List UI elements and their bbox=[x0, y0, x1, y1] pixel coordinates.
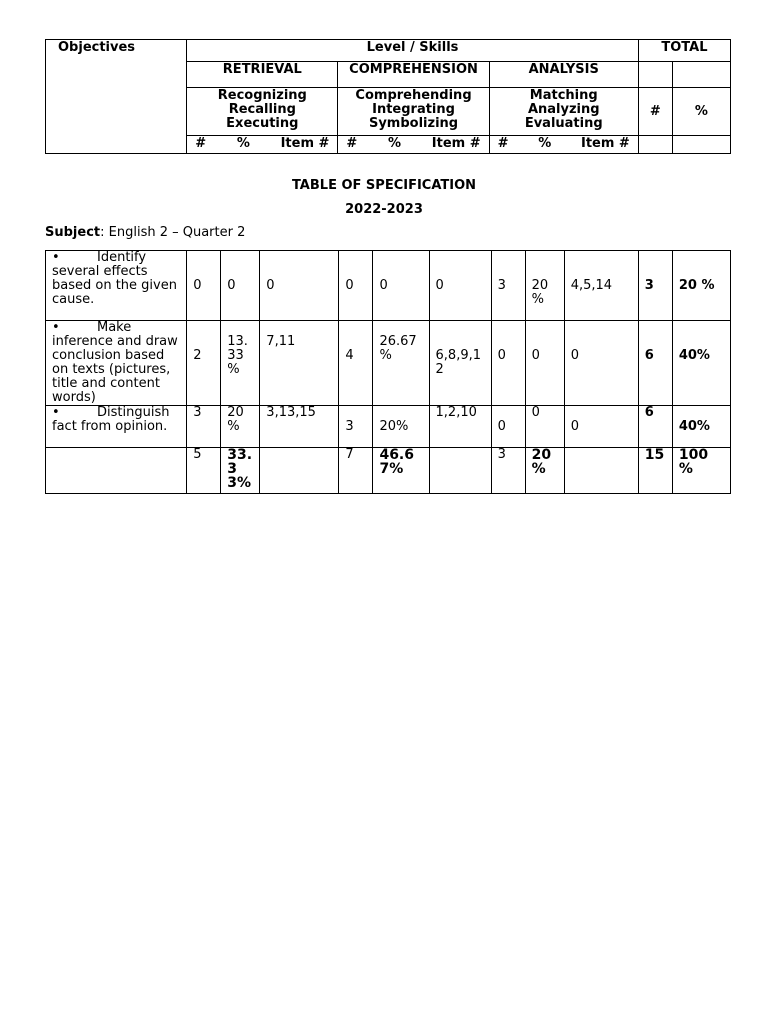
analysis-pct: 20 % bbox=[525, 251, 564, 321]
comprehension-pct: 20% bbox=[373, 406, 429, 448]
total-num-header: # bbox=[638, 88, 672, 136]
retrieval-total-num: 5 bbox=[187, 448, 221, 494]
specification-table bbox=[45, 250, 731, 494]
level-skills-header-table bbox=[45, 39, 731, 154]
comprehension-items: 6,8,9,12 bbox=[429, 321, 491, 406]
analysis-pct: 0 bbox=[525, 406, 564, 448]
retrieval-total-items bbox=[260, 448, 339, 494]
comprehension-items: 1,2,10 bbox=[429, 406, 491, 448]
retrieval-subcols bbox=[187, 136, 338, 154]
retrieval-num: 2 bbox=[187, 321, 221, 406]
comprehension-total-pct: 46.67% bbox=[373, 448, 429, 494]
analysis-items: 0 bbox=[564, 321, 638, 406]
retrieval-skill-1: Recognizing bbox=[217, 88, 307, 103]
table-row bbox=[46, 251, 731, 321]
bullet: • bbox=[52, 405, 60, 420]
comprehension-skill-3: Symbolizing bbox=[368, 116, 459, 131]
analysis-skill-3: Evaluating bbox=[524, 116, 603, 131]
analysis-subcols bbox=[489, 136, 638, 154]
analysis-total-num: 3 bbox=[491, 448, 525, 494]
school-year: 2022-2023 bbox=[345, 202, 423, 217]
analysis-num: 0 bbox=[491, 321, 525, 406]
retrieval-items: 0 bbox=[260, 251, 339, 321]
subcol-pct: % bbox=[236, 136, 250, 151]
comprehension-num: 0 bbox=[339, 251, 373, 321]
comprehension-skill-1: Comprehending bbox=[355, 88, 472, 103]
comprehension-subcols bbox=[338, 136, 489, 154]
grand-total-pct: 100 % bbox=[672, 448, 730, 494]
total-header: TOTAL bbox=[638, 40, 730, 62]
analysis-pct: 0 bbox=[525, 321, 564, 406]
retrieval-pct: 20 % bbox=[221, 406, 260, 448]
retrieval-items: 3,13,15 bbox=[260, 406, 339, 448]
objective-text: Distinguish fact from opinion. bbox=[52, 405, 170, 434]
total-pct: 20 % bbox=[672, 251, 730, 321]
analysis-items: 0 bbox=[564, 406, 638, 448]
total-blank-4 bbox=[672, 136, 730, 154]
retrieval-num: 3 bbox=[187, 406, 221, 448]
total-pct-header: % bbox=[672, 88, 730, 136]
analysis-skills bbox=[489, 88, 638, 136]
analysis-header: ANALYSIS bbox=[489, 62, 638, 88]
retrieval-pct: 0 bbox=[221, 251, 260, 321]
comprehension-pct: 0 bbox=[373, 251, 429, 321]
totals-row bbox=[46, 448, 731, 494]
comprehension-num: 3 bbox=[339, 406, 373, 448]
table-row bbox=[46, 406, 731, 448]
bullet: • bbox=[52, 320, 60, 335]
document-title: TABLE OF SPECIFICATION bbox=[291, 178, 477, 193]
total-pct: 40% bbox=[672, 406, 730, 448]
objectives-header: Objectives bbox=[46, 40, 187, 154]
total-num: 6 bbox=[638, 406, 672, 448]
comprehension-skill-2: Integrating bbox=[372, 102, 455, 117]
subject-line bbox=[45, 225, 245, 240]
table-row bbox=[46, 321, 731, 406]
total-blank-3 bbox=[638, 136, 672, 154]
total-num: 6 bbox=[638, 321, 672, 406]
subcol-num: # bbox=[346, 136, 358, 151]
subcol-num: # bbox=[195, 136, 207, 151]
objective-text: Make inference and draw conclusion based on texts (pictures, title and content words) bbox=[52, 320, 178, 405]
analysis-items: 4,5,14 bbox=[564, 251, 638, 321]
comprehension-skills bbox=[338, 88, 489, 136]
totals-label-cell bbox=[46, 448, 187, 494]
total-num: 3 bbox=[638, 251, 672, 321]
level-skills-header: Level / Skills bbox=[187, 40, 639, 62]
analysis-total-items bbox=[564, 448, 638, 494]
comprehension-items: 0 bbox=[429, 251, 491, 321]
retrieval-header: RETRIEVAL bbox=[187, 62, 338, 88]
retrieval-num: 0 bbox=[187, 251, 221, 321]
subcol-pct: % bbox=[388, 136, 402, 151]
analysis-skill-2: Analyzing bbox=[527, 102, 600, 117]
analysis-total-pct: 20 % bbox=[525, 448, 564, 494]
subject-label: Subject bbox=[45, 225, 101, 240]
analysis-num: 3 bbox=[491, 251, 525, 321]
objective-text: Identify several effects based on the given cause. bbox=[52, 250, 177, 307]
comprehension-total-num: 7 bbox=[339, 448, 373, 494]
bullet: • bbox=[52, 250, 60, 265]
subcol-items: Item # bbox=[280, 136, 330, 151]
total-pct: 40% bbox=[672, 321, 730, 406]
comprehension-total-items bbox=[429, 448, 491, 494]
comprehension-num: 4 bbox=[339, 321, 373, 406]
retrieval-skill-2: Recalling bbox=[228, 102, 296, 117]
analysis-skill-1: Matching bbox=[529, 88, 598, 103]
retrieval-pct: 13.33 % bbox=[221, 321, 260, 406]
subcol-pct: % bbox=[538, 136, 552, 151]
analysis-num: 0 bbox=[491, 406, 525, 448]
retrieval-skills bbox=[187, 88, 338, 136]
subcol-items: Item # bbox=[580, 136, 630, 151]
comprehension-pct: 26.67 % bbox=[373, 321, 429, 406]
subcol-items: Item # bbox=[431, 136, 481, 151]
retrieval-items: 7,11 bbox=[260, 321, 339, 406]
retrieval-skill-3: Executing bbox=[226, 116, 299, 131]
objective-cell bbox=[46, 406, 187, 448]
retrieval-total-pct: 33.33% bbox=[221, 448, 260, 494]
total-blank-2 bbox=[672, 62, 730, 88]
subject-value: : English 2 – Quarter 2 bbox=[100, 225, 246, 240]
total-blank-1 bbox=[638, 62, 672, 88]
grand-total-num: 15 bbox=[638, 448, 672, 494]
objective-cell bbox=[46, 251, 187, 321]
subcol-num: # bbox=[497, 136, 509, 151]
objective-cell bbox=[46, 321, 187, 406]
comprehension-header: COMPREHENSION bbox=[338, 62, 489, 88]
